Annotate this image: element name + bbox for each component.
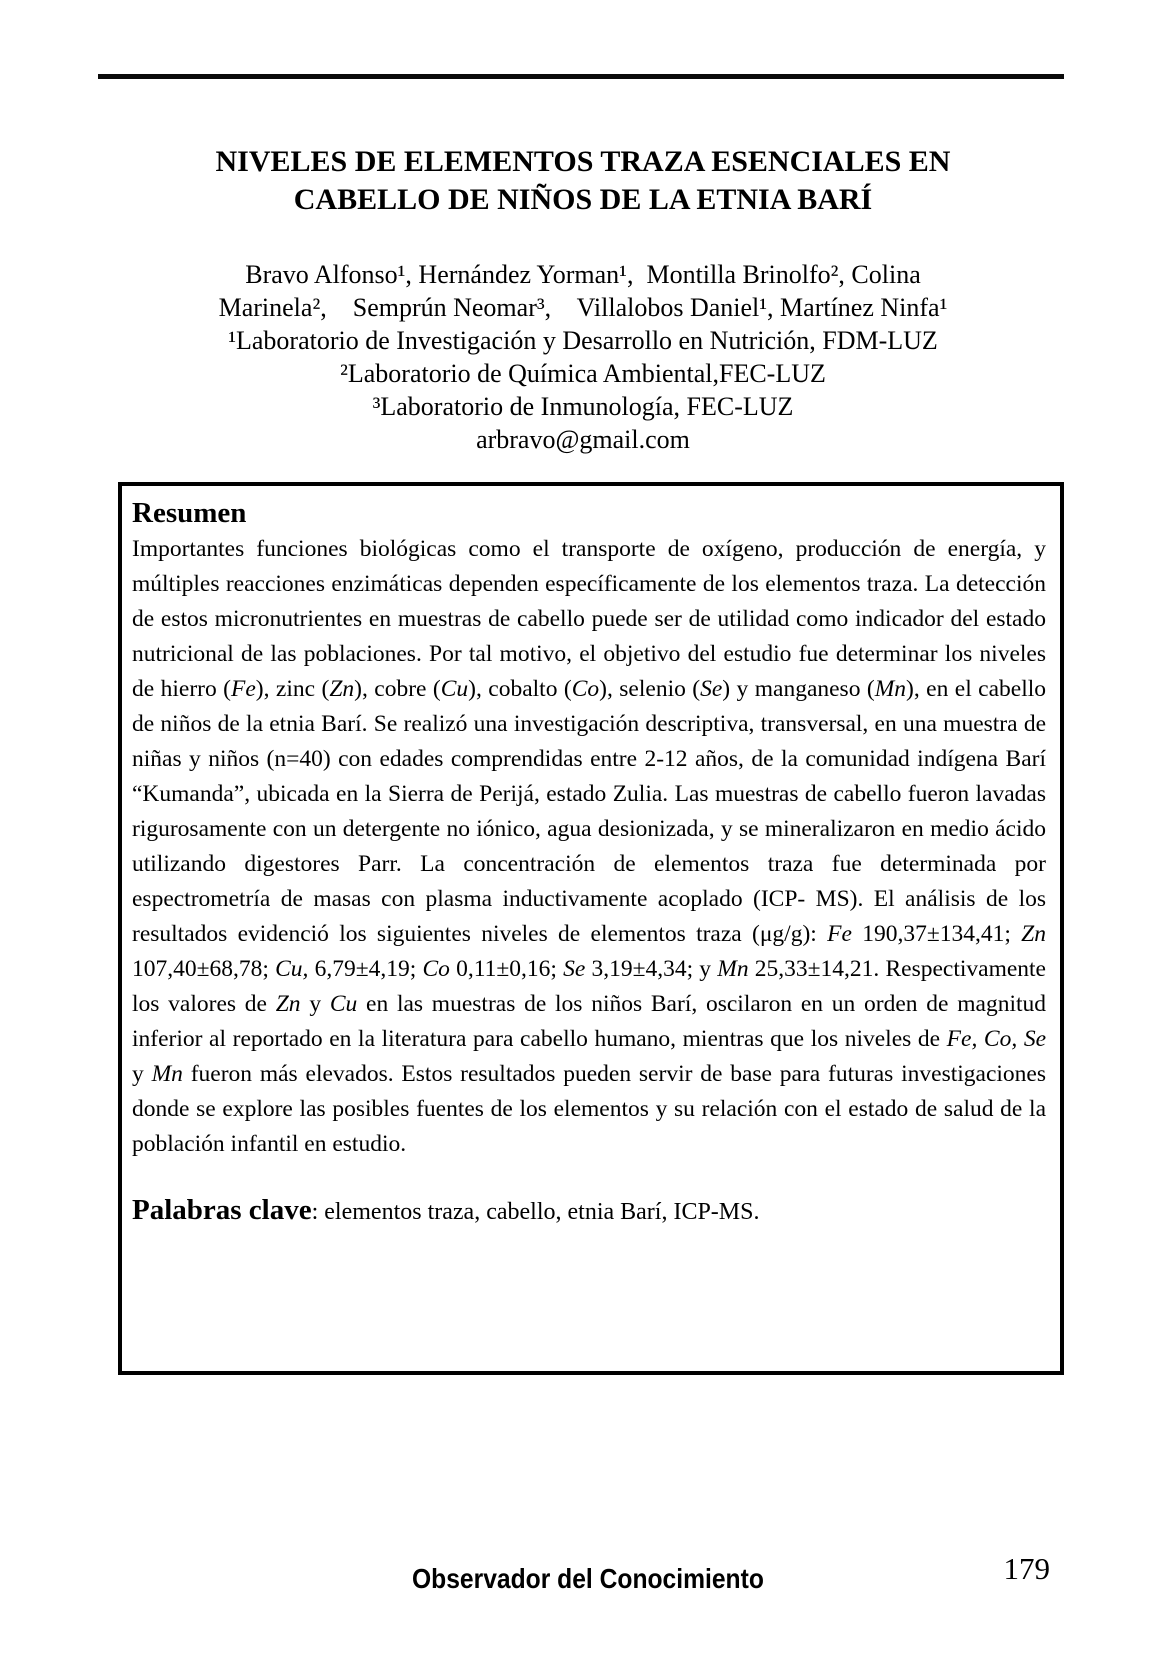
article-title	[83, 143, 1083, 219]
abstract-heading: Resumen	[132, 497, 247, 529]
header-rule	[98, 74, 1064, 79]
authors-line-2: Marinela², Semprún Neomar³, Villalobos Daniel¹, Martínez Ninfa¹	[218, 293, 948, 322]
article-title-line-1: NIVELES DE ELEMENTOS TRAZA ESENCIALES EN	[215, 145, 951, 178]
abstract-box	[118, 482, 1064, 1375]
keywords-line	[132, 1192, 1046, 1230]
footer-page-number: 179	[1003, 1551, 1050, 1586]
keywords-text: elementos traza, cabello, etnia Barí, ICP-MS.	[324, 1199, 760, 1225]
affiliation-line-3: ³Laboratorio de Inmunología, FEC-LUZ	[372, 392, 794, 421]
affiliation-line-1: ¹Laboratorio de Investigación y Desarrollo en Nutrición, FDM-LUZ	[228, 326, 938, 355]
abstract-body: Importantes funciones biológicas como el transporte de oxígeno, producción de energía, y múltiples reacciones enzimáticas dependen específicamente de los elementos traza. La detección de estos micronutrientes en muestras de cabello puede ser de utilidad como indicador del estado nutricional de las poblaciones. Por tal motivo, el objetivo del estudio fue determinar los niveles de hierro (Fe), zinc (Zn), cobre (Cu), cobalto (Co), selenio (Se) y manganeso (Mn), en el cabello de niños de la etnia Barí. Se realizó una investigación descriptiva, transversal, en una muestra de niñas y niños (n=40) con edades comprendidas entre 2-12 años, de la comunidad indígena Barí “Kumanda”, ubicada en la Sierra de Perijá, estado Zulia. Las muestras de cabello fueron lavadas rigurosamente con un detergente no iónico, agua desionizada, y se mineralizaron en medio ácido utilizando digestores Parr. La concentración de elementos traza fue determinada por espectrometría de masas con plasma inductivamente acoplado (ICP- MS). El análisis de los resultados evidenció los siguientes niveles de elementos traza (μg/g): Fe 190,37±134,41; Zn 107,40±68,78; Cu, 6,79±4,19; Co 0,11±0,16; Se 3,19±4,34; y Mn 25,33±14,21. Respectivamente los valores de Zn y Cu en las muestras de los niños Barí, oscilaron en un orden de magnitud inferior al reportado en la literatura para cabello humano, mientras que los niveles de Fe, Co, Se y Mn fueron más elevados. Estos resultados pueden servir de base para futuras investigaciones donde se explore las posibles fuentes de los elementos y su relación con el estado de salud de la población infantil en estudio.	[132, 536, 1047, 1157]
footer-journal-name: Observador del Conocimiento	[412, 1563, 764, 1594]
authors-and-affiliations	[83, 258, 1083, 456]
article-title-line-2: CABELLO DE NIÑOS DE LA ETNIA BARÍ	[293, 183, 873, 216]
authors-line-1: Bravo Alfonso¹, Hernández Yorman¹, Montilla Brinolfo², Colina	[245, 260, 921, 289]
keywords-separator: :	[311, 1199, 325, 1225]
keywords-label: Palabras clave	[132, 1194, 312, 1226]
affiliation-line-2: ²Laboratorio de Química Ambiental,FEC-LUZ	[340, 359, 826, 388]
contact-email: arbravo@gmail.com	[476, 425, 690, 454]
